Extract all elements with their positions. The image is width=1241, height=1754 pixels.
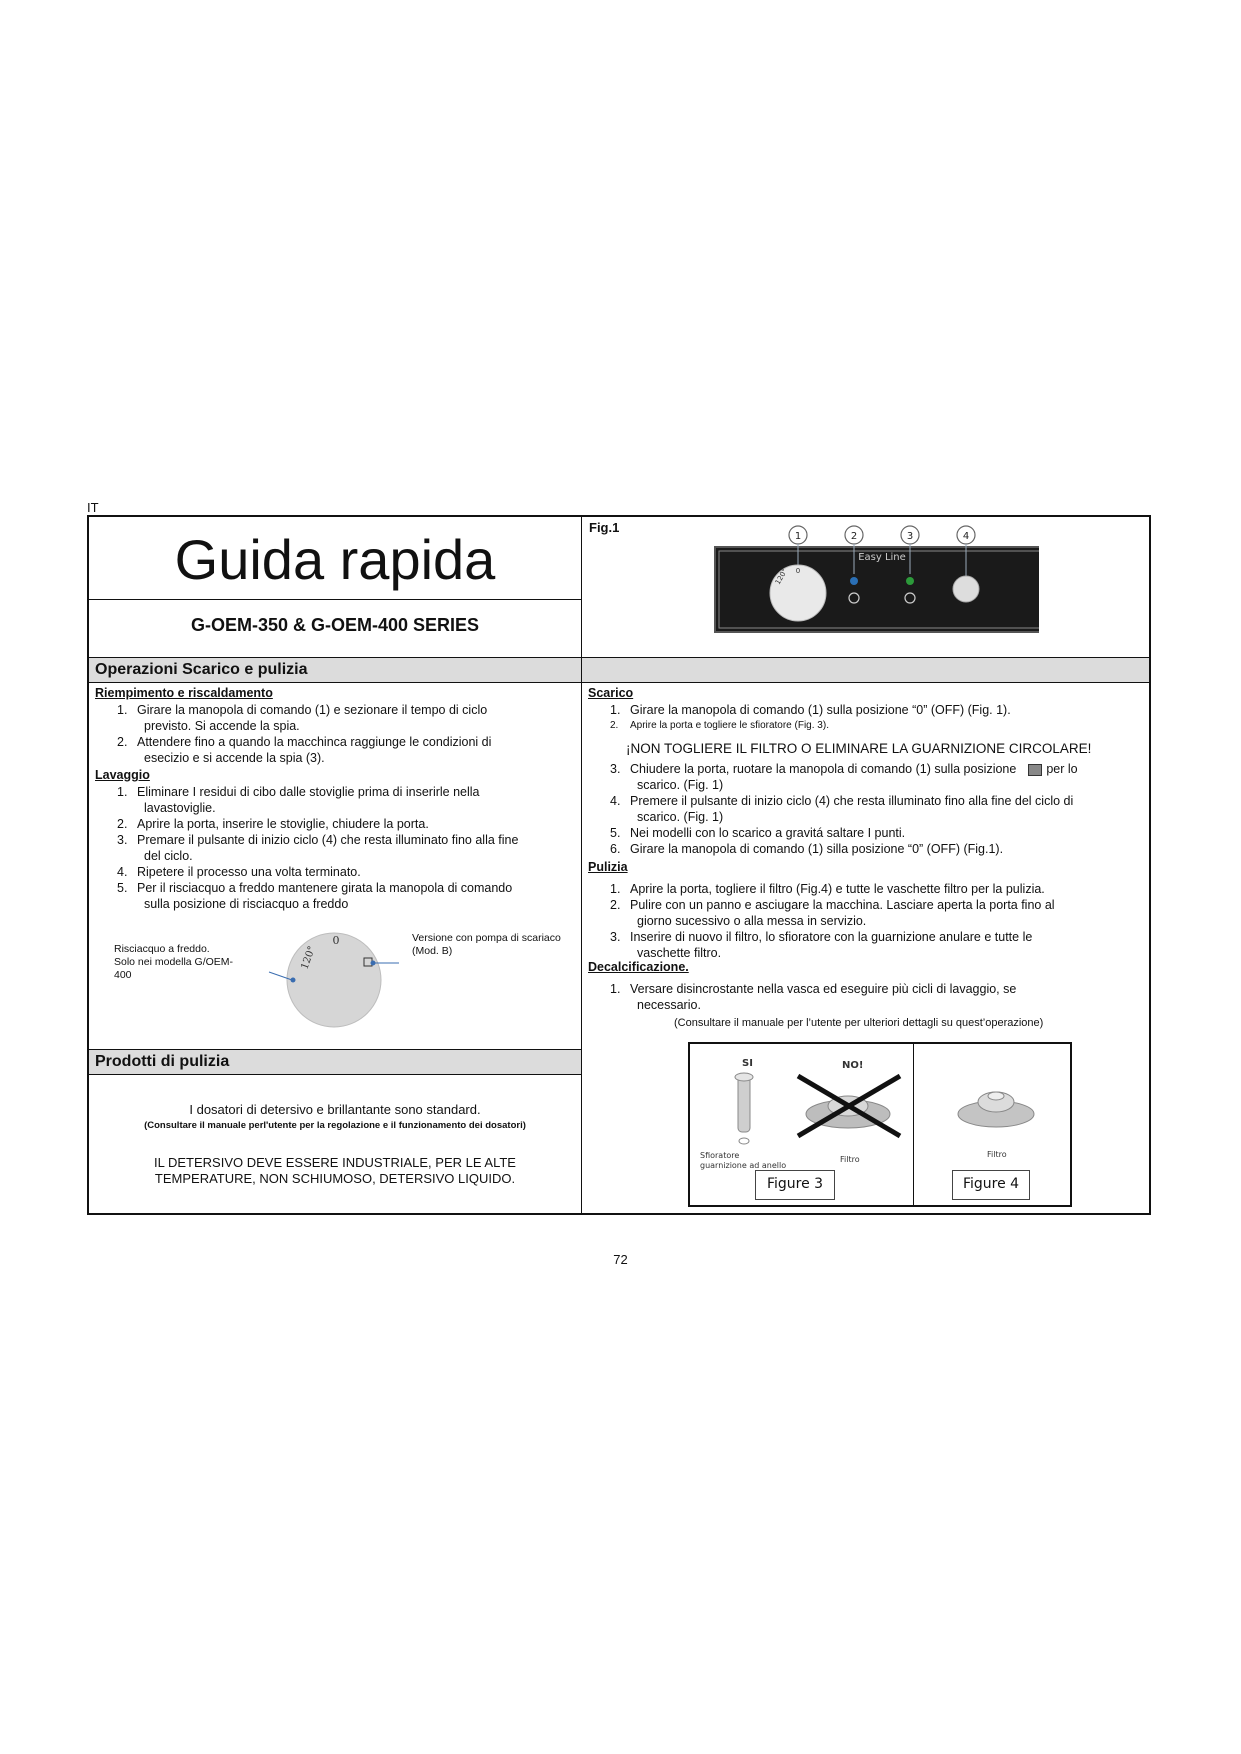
fig3-si-label: SI — [742, 1058, 753, 1069]
list-item: 3. Chiudere la porta, ruotare la manopola di comando (1) sulla posizione per lo — [610, 762, 1078, 776]
heading-wash: Lavaggio — [95, 768, 150, 782]
cold-rinse-note: Risciacquo a freddo. Solo nei modella G/OEM- 400 — [114, 943, 234, 981]
fig4-illustration — [916, 1044, 1070, 1154]
fig3-part2: guarnizione ad anello — [700, 1161, 787, 1170]
list-item: 4. Ripetere il processo una volta terminato. — [117, 865, 361, 879]
list-item-cont: giorno sucessivo o alla messa in servizio. — [637, 914, 867, 928]
pump-version-note: Versione con pompa di scariaco (Mod. B) — [412, 932, 561, 957]
language-code: IT — [87, 500, 99, 515]
svg-text:4: 4 — [962, 531, 970, 542]
list-item-cont: scarico. (Fig. 1) — [637, 810, 724, 824]
fill-steps-list — [95, 702, 575, 766]
indicator-light-blue — [850, 577, 858, 585]
indicator-light-green — [906, 577, 914, 585]
list-item: 1. Girare la manopola di comando (1) sulla posizione “0” (OFF) (Fig. 1). — [610, 703, 1011, 717]
column-divider — [581, 517, 582, 1213]
fig3-part1: Sfioratore — [700, 1151, 740, 1160]
heading-cleaning: Pulizia — [588, 860, 628, 874]
list-item: 4. Premere il pulsante di inizio ciclo (4) che resta illuminato fino alla fine del ciclo di — [610, 794, 1074, 808]
list-item-cont: scarico. (Fig. 1) — [637, 778, 724, 792]
descaling-note: (Consultare il manuale per l’utente per ulteriori dettagli su quest’operazione) — [674, 1017, 1044, 1029]
figure-3-caption: Figure 3 — [755, 1170, 835, 1200]
list-item: 1. Versare disincrostante nella vasca ed eseguire più cicli di lavaggio, se — [610, 982, 1017, 996]
heading-drain: Scarico — [588, 686, 634, 700]
svg-text:1: 1 — [794, 531, 802, 542]
figure-4-caption: Figure 4 — [952, 1170, 1030, 1200]
drain-steps-list-a — [588, 702, 1148, 734]
descaling-steps-list — [588, 981, 1148, 1013]
list-item: 2. Aprire la porta, inserire le stoviglie, chiudere la porta. — [117, 817, 429, 831]
panel-brand: Easy Line — [858, 552, 906, 563]
drain-position-icon — [1028, 764, 1042, 776]
filter-warning: ¡NON TOGLIERE IL FILTRO O ELIMINARE LA GUARNIZIONE CIRCOLARE! — [626, 741, 1092, 756]
list-item: 2. Aprire la porta e togliere le sfioratore (Fig. 3). — [610, 720, 829, 731]
section-title-operations: Operazioni Scarico e pulizia — [95, 661, 308, 678]
list-item-cont: lavastoviglie. — [144, 801, 216, 815]
drain-steps-list-b — [588, 761, 1148, 857]
svg-text:0: 0 — [795, 567, 801, 575]
dispensers-text: I dosatori di detersivo e brillantante sono standard. — [189, 1102, 481, 1117]
list-item: 3. Inserire di nuovo il filtro, lo sfioratore con la guarnizione anulare e tutte le — [610, 930, 1033, 944]
detergent-warning: IL DETERSIVO DEVE ESSERE INDUSTRIALE, PER LE ALTE TEMPERATURE, NON SCHIUMOSO, DETERSIVO LIQUIDO. — [154, 1155, 516, 1186]
section-title-products: Prodotti di pulizia — [95, 1053, 230, 1070]
section-band-operations — [89, 658, 581, 682]
callout-1 — [789, 526, 807, 544]
fig3-no-label: NO! — [842, 1060, 864, 1071]
filter-figures-box — [688, 1042, 1072, 1207]
rinse-knob-icon — [287, 933, 381, 1027]
list-item-cont: del ciclo. — [144, 849, 193, 863]
fig1-label: Fig.1 — [589, 520, 620, 535]
title-divider — [89, 599, 581, 600]
seal-ring-icon — [739, 1138, 749, 1144]
knob-figure — [249, 922, 399, 1032]
list-item: 5. Nei modelli con lo scarico a gravitá saltare I punti. — [610, 826, 906, 840]
svg-text:0: 0 — [332, 934, 340, 947]
section-band-products — [89, 1050, 581, 1074]
section-band-blank — [582, 658, 1149, 682]
wash-steps-list — [95, 784, 575, 912]
svg-text:120°: 120° — [299, 944, 319, 972]
list-item-cont: esecizio e si accende la spia (3). — [144, 751, 325, 765]
fig4-filter: Filtro — [987, 1150, 1007, 1159]
callout-3 — [901, 526, 919, 544]
svg-text:3: 3 — [906, 531, 914, 542]
fig3-filter: Filtro — [840, 1155, 860, 1164]
list-item: 5. Per il risciacquo a freddo mantenere girata la manopola di comando — [117, 881, 513, 895]
list-item-cont: vaschette filtro. — [637, 946, 722, 960]
overflow-pipe-icon — [738, 1074, 750, 1132]
cleaning-steps-list — [588, 881, 1148, 961]
control-panel-figure — [679, 517, 1039, 637]
list-item-cont: previsto. Si accende la spia. — [144, 719, 300, 733]
callout-4 — [957, 526, 975, 544]
heading-descaling: Decalcificazione. — [588, 960, 689, 974]
list-item: 2. Pulire con un panno e asciugare la macchina. Lasciare aperta la porta fino al — [610, 898, 1055, 912]
callout-2 — [845, 526, 863, 544]
svg-text:2: 2 — [850, 531, 858, 542]
document-title: Guida rapida — [174, 528, 496, 591]
start-button-icon — [953, 576, 979, 602]
list-item: 6. Girare la manopola di comando (1) silla posizione “0” (OFF) (Fig.1). — [610, 842, 1004, 856]
svg-text:120°: 120° — [773, 567, 790, 586]
list-item: 3. Premare il pulsante di inizio ciclo (4) che resta illuminato fino alla fine — [117, 833, 519, 847]
series-title: G-OEM-350 & G-OEM-400 SERIES — [190, 615, 480, 635]
list-item: 1. Girare la manopola di comando (1) e sezionare il tempo di ciclo — [117, 703, 488, 717]
list-item: 1. Aprire la porta, togliere il filtro (Fig.4) e tutte le vaschette filtro per la pulizia. — [610, 882, 1045, 896]
list-item: 2. Attendere fino a quando la macchinca raggiunge le condizioni di — [117, 735, 492, 749]
quick-guide-frame — [87, 515, 1151, 1215]
dispensers-note: (Consultare il manuale perl'utente per la regolazione e il funzionamento dei dosatori) — [144, 1120, 526, 1131]
list-item-cont: sulla posizione di risciacquo a freddo — [144, 897, 349, 911]
heading-fill-heat: Riempimento e riscaldamento — [95, 686, 273, 700]
page-number: 72 — [613, 1252, 628, 1267]
list-item-cont: necessario. — [637, 998, 701, 1012]
list-item: 1. Eliminare I residui di cibo dalle stoviglie prima di inserirle nella — [117, 785, 480, 799]
